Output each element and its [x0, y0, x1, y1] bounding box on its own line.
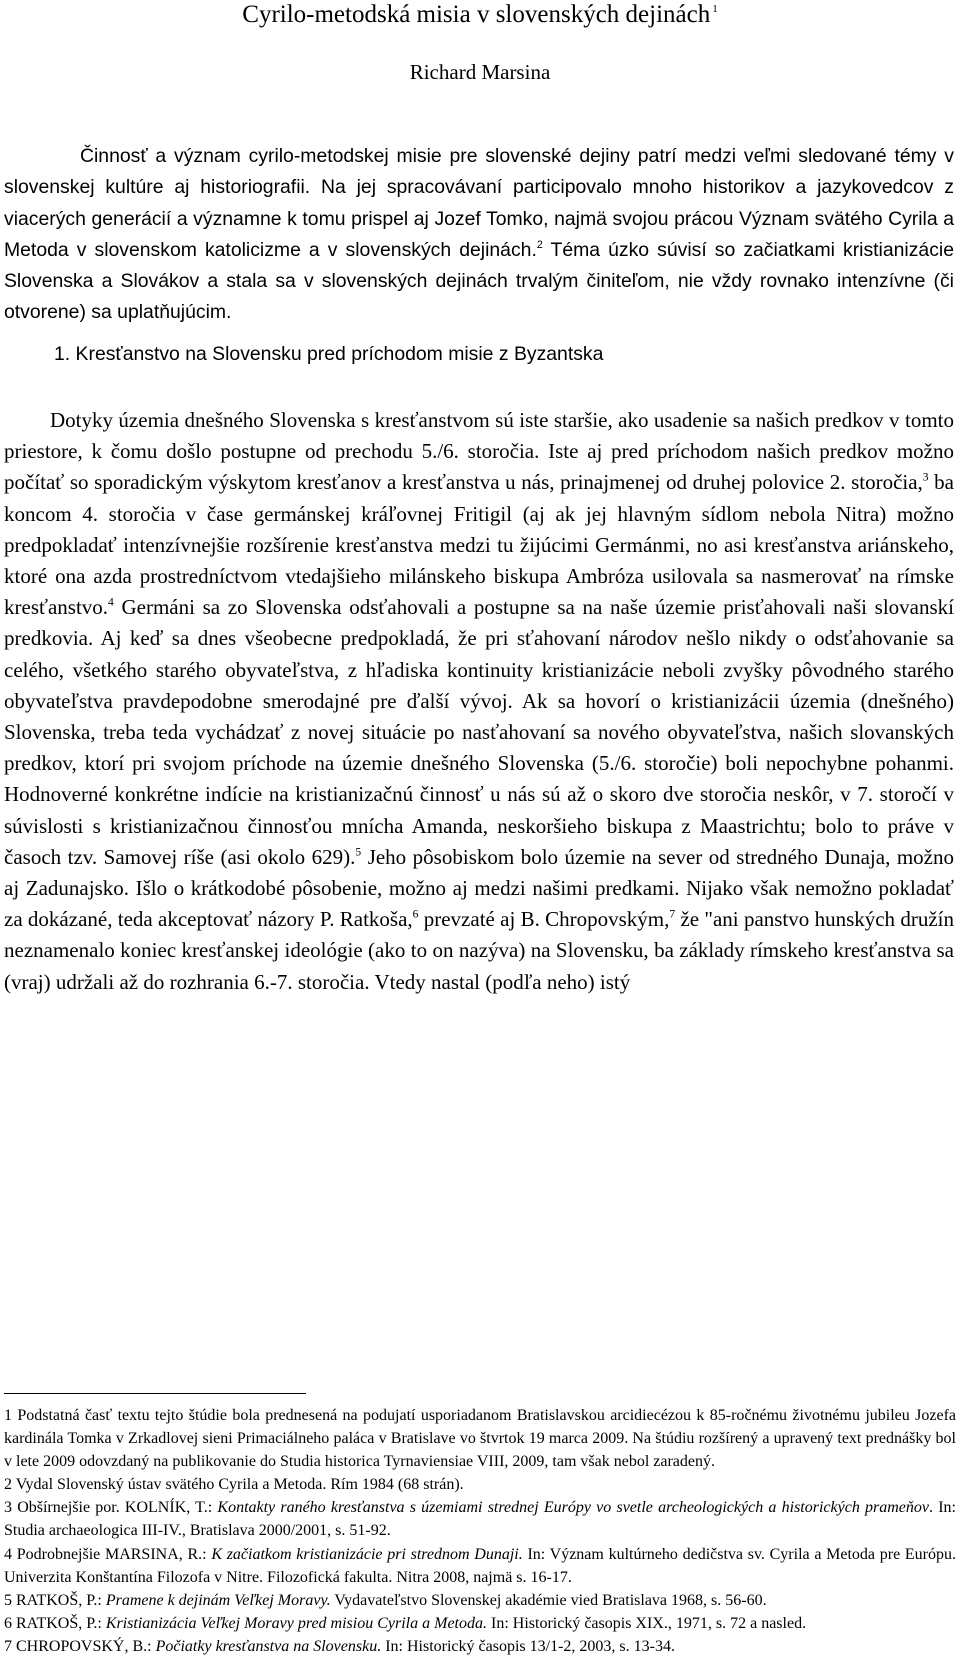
footnote-ref-2: 2 — [536, 238, 543, 251]
footnote-5-work-title: Pramene k dejinám Veľkej Moravy. — [105, 1591, 331, 1609]
footnote-3-source: . In: Studia archaeologica III-IV., Bratislava 2000/2001, s. 51-92. — [4, 1499, 956, 1540]
footnote-ref-5: 5 — [355, 846, 362, 859]
section1-text-6: že "ani panstvo hunských družín neznamenalo koniec kresťanskej ideológie (ako to on nazýva) na Slovensku, ba základy rímskeho kresťanstva sa (vraj) udržali až do rozhrania 6.-7. storočia. Vtedy nastal (podľa neho) istý — [4, 907, 954, 994]
footnote-7-work-title: Počiatky kresťanstva na Slovensku. — [155, 1637, 382, 1655]
footnote-ref-6: 6 — [412, 908, 419, 921]
footnote-3-work-title: Kontakty raného kresťanstva s územiami strednej Európy vo svetle archeologických a historických prameňov — [217, 1499, 930, 1517]
footnote-ref-3: 3 — [922, 471, 929, 484]
footnote-ref-7: 7 — [669, 908, 676, 921]
footnote-4-source: In: Význam kultúrneho dedičstva sv. Cyrila a Metoda pre Európu. Univerzita Konštantína Filozofa v Nitre. Filozofická fakulta. Nitra 2008, najmä s. 16-17. — [4, 1545, 956, 1586]
section1-text-4: Jeho pôsobiskom bolo územie na sever od stredného Dunaja, možno aj Zadunajsko. Išlo o krátkodobé pôsobenie, možno aj medzi našimi predkami. Nijako však nemožno pokladať za dokázané, teda akceptovať názory P. Ratkoša, — [4, 844, 954, 932]
footnote-6-source: In: Historický časopis XIX., 1971, s. 72 a nasled. — [487, 1614, 807, 1632]
footnote-2: 2 Vydal Slovenský ústav svätého Cyrila a Metoda. Rím 1984 (68 strán). — [4, 1476, 464, 1494]
footnote-6-work-title: Kristianizácia Veľkej Moravy pred misiou Cyrila a Metoda. — [105, 1614, 487, 1632]
intro-text-part2: Téma úzko súvisí so začiatkami kristianizácie Slovenska a Slovákov a stala sa v slovenských dejinách trvalým činiteľom, nie vždy rovnako intenzívne (či otvorene) sa uplatňujúcim. — [4, 238, 954, 324]
footnote-ref-4: 4 — [108, 596, 114, 609]
footnote-7 — [4, 1635, 956, 1658]
intro-paragraph — [4, 141, 954, 329]
intro-text-part1: Činnosť a význam cyrilo-metodskej misie pre slovenské dejiny patrí medzi veľmi sledované témy v slovenskej kultúre aj historiografii. Na jej spracovávaní participovalo mnoho historikov a jazykovedcov z viacerých generácií a významne k tomu prispel aj Jozef Tomko, najmä svojou prácou Význam svätého Cyrila a Metoda v slovenskom katolicizme a v slovenských dejinách. — [4, 145, 954, 261]
footnote-4 — [4, 1543, 956, 1589]
footnote-7-lead: 7 CHROPOVSKÝ, B.: — [4, 1637, 156, 1655]
section1-text-1: Dotyky územia dnešného Slovenska s kresťanstvom sú iste staršie, ako usadenie sa našich predkov v tomto priestore, k čomu došlo postupne od prechodu 5./6. storočia. Iste aj pred príchodom našich predkov možno počítať so sporadickým výskytom kresťanov a kresťanstva u nás, prinajmenej od druhej polovice 2. storočia, — [4, 408, 954, 495]
footnote-3-lead: 3 Obšírnejšie por. KOLNÍK, T.: — [4, 1499, 218, 1517]
page-title — [0, 0, 960, 30]
author-name: Richard Marsina — [409, 60, 551, 84]
footnote-5 — [4, 1589, 956, 1612]
footnote-6-lead: 6 RATKOŠ, P.: — [4, 1614, 106, 1632]
section1-paragraph — [4, 405, 954, 998]
footnote-divider — [4, 1393, 306, 1394]
section-heading: 1. Kresťanstvo na Slovensku pred príchodom misie z Byzantska — [54, 342, 604, 365]
footnote-3 — [4, 1496, 956, 1542]
footnote-4-lead: 4 Podrobnejšie MARSINA, R.: — [4, 1545, 212, 1563]
title-footnote-mark: 1 — [712, 3, 718, 15]
section1-body — [4, 405, 954, 998]
title-text: Cyrilo-metodská misia v slovenských dejinách — [242, 1, 711, 28]
footnotes — [4, 1404, 956, 1658]
footnote-7-source: In: Historický časopis 13/1-2, 2003, s. 13-34. — [381, 1637, 675, 1655]
footnote-5-lead: 5 RATKOŠ, P.: — [4, 1591, 106, 1609]
footnote-4-work-title: K začiatkom kristianizácie pri strednom Dunaji. — [211, 1545, 523, 1563]
footnote-5-source: Vydavateľstvo Slovenskej akadémie vied Bratislava 1968, s. 56-60. — [330, 1591, 767, 1609]
section1-text-2: ba koncom 4. storočia v čase germánskej kráľovnej Fritigil (aj ak jej hlavným sídlom nebola Nitra) možno predpokladať intenzívnejšie rozšírenie kresťanstva medzi tu žijúcimi Germánmi, no asi kresťanstva ariánskeho, ktoré ona azda prostredníctvom vtedajšieho milánskeho biskupa Ambróza usilovala sa nasmerovať na rímske kresťanstvo. — [4, 470, 954, 620]
footnote-6 — [4, 1612, 956, 1635]
footnote-1: 1 Podstatná časť textu tejto štúdie bola prednesená na podujatí usporiadanom Bratislavskou arcidiecézou k 85-ročnému životnému jubileu Jozefa kardinála Tomka v Zrkadlovej sieni Primaciálneho paláca v Bratislave vo štvrtok 19 marca 2009. Na štúdiu rozšírený a upravený text prednášky bol v lete 2009 odovzdaný na publikovanie do Studia historica Tyrnaviensiae VIII, 2009, tam však nebol zaradený. — [4, 1407, 956, 1471]
intro-block — [4, 141, 954, 370]
section1-text-3: Germáni sa zo Slovenska odsťahovali a postupne sa na naše územie prisťahovali naši slovanskí predkovia. Aj keď sa dnes všeobecne predpokladá, že pri sťahovaní národov nešlo nikdy o odsťahovanie sa celého, všetkého starého obyvateľstva, z hľadiska kontinuity kristianizácie neboli zvyšky pôvodného starého obyvateľstva pravdepodobne smerodajné pre ďalší vývoj. Ak sa hovorí o kristianizácii územia (dnešného) Slovenska, treba teda vychádzať z novej situácie po nasťahovaní sa nového obyvateľstva, našich slovanských predkov, ktorí pri svojom príchode na územie dnešného Slovenska (5./6. storočie) boli nepochybne pohanmi. Hodnoverné konkrétne indície na kristianizačnú činnosť u nás sú až o skoro dve storočia neskôr, v 7. storočí v súvislosti s kristianizačnou činnosťou mnícha Amanda, neskoršieho biskupa z Maastrichtu; bolo to práve v časoch tzv. Samovej ríše (asi okolo 629). — [4, 595, 954, 869]
section1-text-5: prevzaté aj B. Chropovským, — [418, 907, 670, 932]
